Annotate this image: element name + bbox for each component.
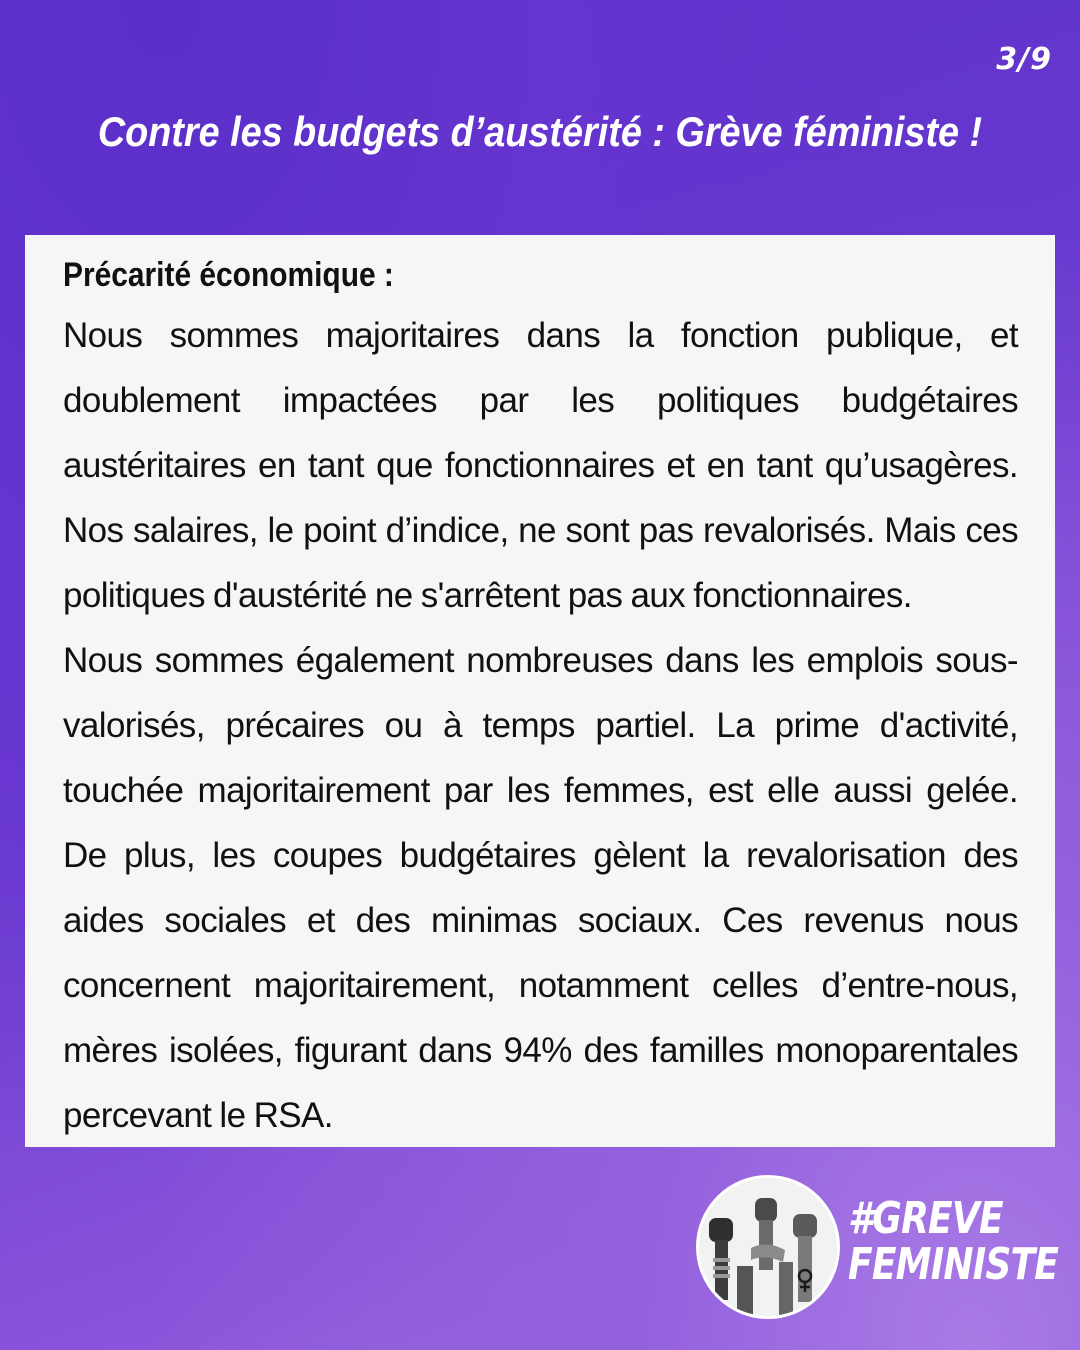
hashtag-line-1: #GREVE — [848, 1193, 1003, 1244]
section-heading: Précarité économique : — [63, 256, 394, 294]
raised-fists-icon — [696, 1175, 840, 1319]
content-card — [25, 235, 1055, 1147]
hashtag-line-2: FEMINISTE — [848, 1239, 1059, 1290]
paragraph-1: Nous sommes majoritaires dans la fonction publique, et doublement impactées par les politiques budgétaires austéritaires en tant que fonctionnaires et en tant qu’usagères. Nos salaires, le point d’indice, ne sont pas revalorisés. Mais ces politiques d'austérité ne s'arrêtent pas aux fonctionnaires. — [63, 316, 1018, 615]
page-number: 3/9 — [996, 42, 1052, 77]
page-title: Contre les budgets d’austérité : Grève féministe ! — [97, 108, 983, 155]
paragraph-2: Nous sommes également nombreuses dans les emplois sous-valorisés, précaires ou à temps partiel. La prime d'activité, touchée majoritairement par les femmes, est elle aussi gelée. De plus, les coupes budgétaires gèlent la revalorisation des aides sociales et des minimas sociaux. Ces revenus nous concernent majoritairement, notamment celles d’entre-nous, mères isolées, figurant dans 94% des familles monoparentales percevant le RSA. — [63, 641, 1018, 1135]
hashtag-brand — [848, 1193, 1059, 1290]
